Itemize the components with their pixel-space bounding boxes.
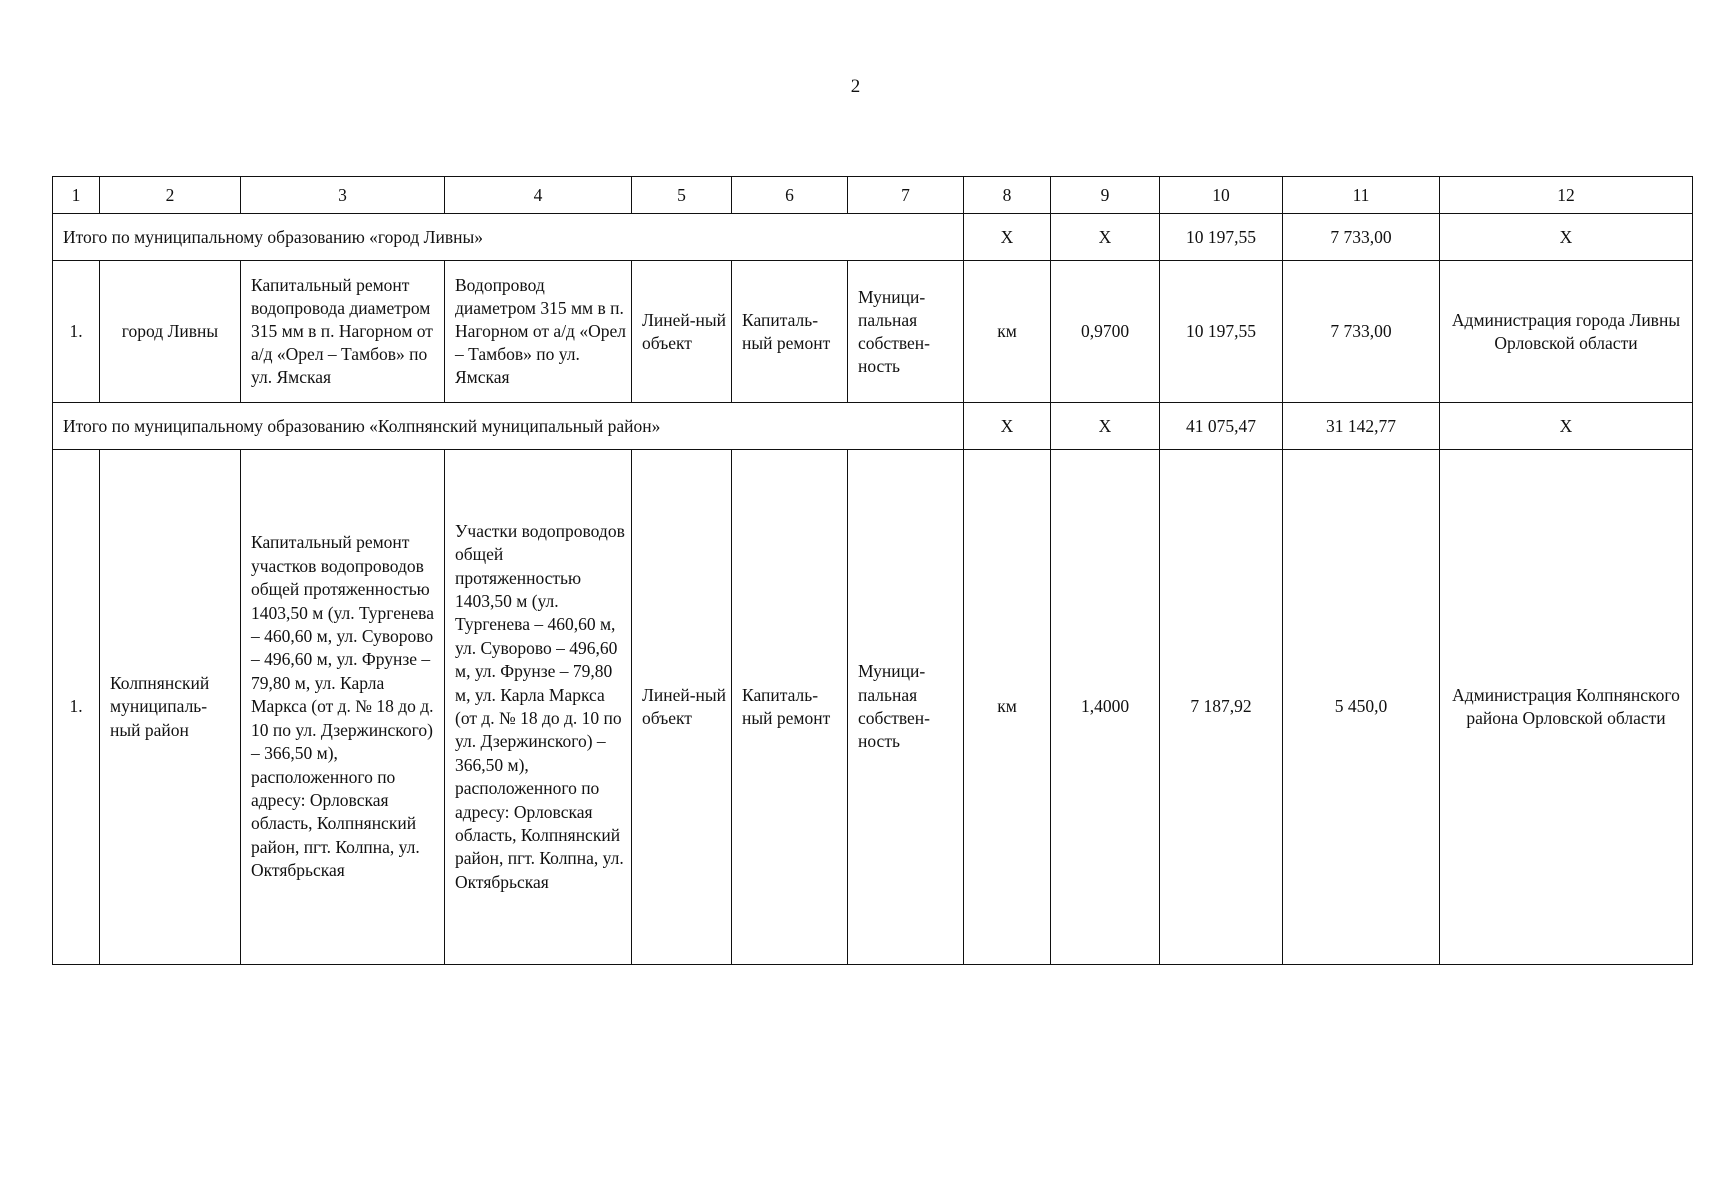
total-col9: X [1051, 403, 1160, 450]
column-number: 7 [848, 177, 964, 214]
column-number: 6 [732, 177, 848, 214]
unit-cell: км [964, 261, 1051, 403]
table-row [53, 261, 1693, 403]
page-number: 2 [850, 76, 861, 97]
work-type-cell: Капиталь-ный ремонт [732, 450, 848, 965]
unit-cell: км [964, 450, 1051, 965]
capacity-cell: 1,4000 [1051, 450, 1160, 965]
table-row [53, 450, 1693, 965]
ownership-cell: Муници-пальная собствен-ность [848, 261, 964, 403]
section-total-label: Итого по муниципальному образованию «Колпнянский муниципальный район» [53, 403, 964, 450]
event-cell: Капитальный ремонт участков водопроводов общей протяженностью 1403,50 м (ул. Тургенева – 460,60 м, ул. Суворово – 496,60 м, ул. Фрунзе – 79,80 м, ул. Карла Маркса (от д. № 18 до д. 10 по ул. Дзержинского) – 366,50 м), расположенного по адресу: Орловская область, Колпнянский район, пгт. Колпна, ул. Октябрьская [241, 450, 445, 965]
recipient-cell: Администрация Колпнянского района Орловской области [1440, 450, 1693, 965]
column-number: 4 [445, 177, 632, 214]
column-number: 8 [964, 177, 1051, 214]
column-number: 1 [53, 177, 100, 214]
event-cell: Капитальный ремонт водопровода диаметром 315 мм в п. Нагорном от а/д «Орел – Тамбов» по ул. Ямская [241, 261, 445, 403]
section-total-row [53, 403, 1693, 450]
column-number: 9 [1051, 177, 1160, 214]
row-number: 1. [53, 450, 100, 965]
total-cost: 10 197,55 [1160, 214, 1283, 261]
cost-cell: 7 187,92 [1160, 450, 1283, 965]
row-number: 1. [53, 261, 100, 403]
municipality-cell: город Ливны [100, 261, 241, 403]
object-cell: Участки водопроводов общей протяженностью 1403,50 м (ул. Тургенева – 460,60 м, ул. Суворово – 496,60 м, ул. Фрунзе – 79,80 м, ул. Карла Маркса (от д. № 18 до д. 10 по ул. Дзержинского) – 366,50 м), расположенного по адресу: Орловская область, Колпнянский район, пгт. Колпна, ул. Октябрьская [445, 450, 632, 965]
recipient-cell: Администрация города Ливны Орловской области [1440, 261, 1693, 403]
object-type-cell: Линей-ный объект [632, 450, 732, 965]
total-col8: X [964, 403, 1051, 450]
capacity-cell: 0,9700 [1051, 261, 1160, 403]
column-number: 10 [1160, 177, 1283, 214]
object-type-cell: Линей-ный объект [632, 261, 732, 403]
column-number: 11 [1283, 177, 1440, 214]
section-total-label: Итого по муниципальному образованию «город Ливны» [53, 214, 964, 261]
section-total-row [53, 214, 1693, 261]
total-col12: X [1440, 214, 1693, 261]
total-cost: 41 075,47 [1160, 403, 1283, 450]
work-type-cell: Капиталь-ный ремонт [732, 261, 848, 403]
works-table [52, 176, 1693, 965]
municipality-cell: Колпнянский муниципаль-ный район [100, 450, 241, 965]
column-number-row [53, 177, 1693, 214]
funding-cell: 5 450,0 [1283, 450, 1440, 965]
column-number: 12 [1440, 177, 1693, 214]
column-number: 2 [100, 177, 241, 214]
ownership-cell: Муници-пальная собствен-ность [848, 450, 964, 965]
column-number: 5 [632, 177, 732, 214]
total-col12: X [1440, 403, 1693, 450]
column-number: 3 [241, 177, 445, 214]
total-col8: X [964, 214, 1051, 261]
total-col9: X [1051, 214, 1160, 261]
total-funding: 7 733,00 [1283, 214, 1440, 261]
funding-cell: 7 733,00 [1283, 261, 1440, 403]
cost-cell: 10 197,55 [1160, 261, 1283, 403]
total-funding: 31 142,77 [1283, 403, 1440, 450]
object-cell: Водопровод диаметром 315 мм в п. Нагорном от а/д «Орел – Тамбов» по ул. Ямская [445, 261, 632, 403]
